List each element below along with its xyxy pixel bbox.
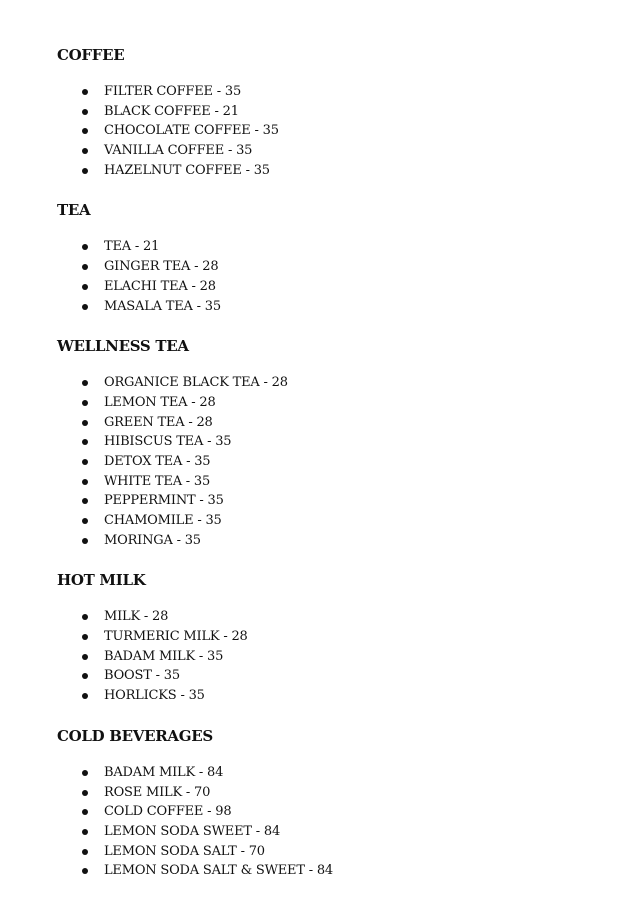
menu-list — [57, 237, 622, 316]
item-label: CHOCOLATE COFFEE - 35 — [104, 123, 279, 139]
bullet-icon — [82, 439, 88, 445]
item-label: PEPPERMINT - 35 — [104, 493, 224, 509]
list-item — [57, 472, 622, 492]
section-heading: HOT MILK — [57, 571, 146, 590]
list-item — [57, 531, 622, 551]
section-heading: COFFEE — [57, 46, 125, 64]
bullet-icon — [82, 380, 88, 386]
item-label: CHAMOMILE - 35 — [104, 513, 222, 528]
list-item — [57, 686, 622, 706]
menu-section — [57, 570, 622, 705]
item-label: LEMON SODA SWEET - 84 — [104, 823, 281, 839]
bullet-icon — [82, 634, 88, 640]
item-label: DETOX TEA - 35 — [104, 453, 211, 469]
item-label: HORLICKS - 35 — [104, 688, 205, 704]
menu-list — [57, 763, 622, 881]
list-item — [57, 373, 622, 393]
bullet-icon — [82, 89, 88, 95]
list-item — [57, 783, 622, 803]
bullet-icon — [82, 809, 88, 815]
item-label: GREEN TEA - 28 — [104, 414, 213, 430]
menu-section — [57, 45, 622, 180]
bullet-icon — [82, 693, 88, 699]
bullet-icon — [82, 168, 88, 174]
list-item — [57, 452, 622, 472]
item-label: TEA - 21 — [104, 239, 160, 255]
list-item — [57, 607, 622, 627]
list-item — [57, 511, 622, 531]
item-label: HAZELNUT COFFEE - 35 — [104, 162, 270, 178]
list-item — [57, 237, 622, 257]
bullet-icon — [82, 654, 88, 660]
bullet-icon — [82, 148, 88, 154]
bullet-icon — [82, 304, 88, 310]
list-item — [57, 491, 622, 511]
list-item — [57, 432, 622, 452]
item-label: BADAM MILK - 35 — [104, 648, 224, 664]
item-label: ORGANICE BLACK TEA - 28 — [104, 375, 288, 391]
list-item — [57, 121, 622, 141]
item-label: MILK - 28 — [104, 609, 169, 625]
menu-section — [57, 200, 622, 316]
item-label: ELACHI TEA - 28 — [104, 278, 216, 294]
item-label: VANILLA COFFEE - 35 — [104, 143, 253, 159]
item-label: LEMON SODA SALT - 70 — [104, 843, 265, 859]
bullet-icon — [82, 673, 88, 679]
item-label: LEMON TEA - 28 — [104, 394, 216, 410]
bullet-icon — [82, 284, 88, 290]
item-label: TURMERIC MILK - 28 — [104, 629, 248, 645]
bullet-icon — [82, 518, 88, 524]
item-label: BOOST - 35 — [104, 668, 180, 684]
bullet-icon — [82, 420, 88, 426]
bullet-icon — [82, 128, 88, 134]
item-label: MORINGA - 35 — [104, 532, 201, 548]
item-label: WHITE TEA - 35 — [104, 473, 211, 489]
list-item — [57, 802, 622, 822]
section-heading: TEA — [57, 201, 91, 220]
bullet-icon — [82, 614, 88, 620]
section-heading: WELLNESS TEA — [57, 337, 189, 356]
bullet-icon — [82, 538, 88, 544]
bullet-icon — [82, 829, 88, 835]
bullet-icon — [82, 109, 88, 115]
item-label: BLACK COFFEE - 21 — [104, 103, 239, 119]
item-label: FILTER COFFEE - 35 — [104, 84, 242, 99]
list-item — [57, 627, 622, 647]
bullet-icon — [82, 400, 88, 406]
bullet-icon — [82, 790, 88, 796]
item-label: LEMON SODA SALT & SWEET - 84 — [104, 863, 333, 879]
menu-list — [57, 607, 622, 705]
bullet-icon — [82, 868, 88, 874]
list-item — [57, 102, 622, 122]
list-item — [57, 647, 622, 667]
section-heading: COLD BEVERAGES — [57, 726, 213, 745]
list-item — [57, 297, 622, 317]
list-item — [57, 393, 622, 413]
list-item — [57, 413, 622, 433]
bullet-icon — [82, 498, 88, 504]
item-label: BADAM MILK - 84 — [104, 764, 224, 780]
bullet-icon — [82, 459, 88, 465]
list-item — [57, 277, 622, 297]
list-item — [57, 82, 622, 102]
bullet-icon — [82, 770, 88, 776]
list-item — [57, 666, 622, 686]
bullet-icon — [82, 264, 88, 270]
bullet-icon — [82, 849, 88, 855]
list-item — [57, 842, 622, 862]
item-label: GINGER TEA - 28 — [104, 259, 219, 275]
list-item — [57, 141, 622, 161]
list-item — [57, 257, 622, 277]
menu-list — [57, 373, 622, 550]
item-label: MASALA TEA - 35 — [104, 298, 221, 314]
bullet-icon — [82, 244, 88, 250]
item-label: ROSE MILK - 70 — [104, 784, 211, 800]
bullet-icon — [82, 479, 88, 485]
list-item — [57, 161, 622, 181]
list-item — [57, 822, 622, 842]
item-label: HIBISCUS TEA - 35 — [104, 434, 232, 450]
item-label: COLD COFFEE - 98 — [104, 804, 232, 820]
menu-list — [57, 82, 622, 180]
menu-section — [57, 336, 622, 550]
list-item — [57, 763, 622, 783]
menu-section — [57, 726, 622, 881]
list-item — [57, 861, 622, 881]
